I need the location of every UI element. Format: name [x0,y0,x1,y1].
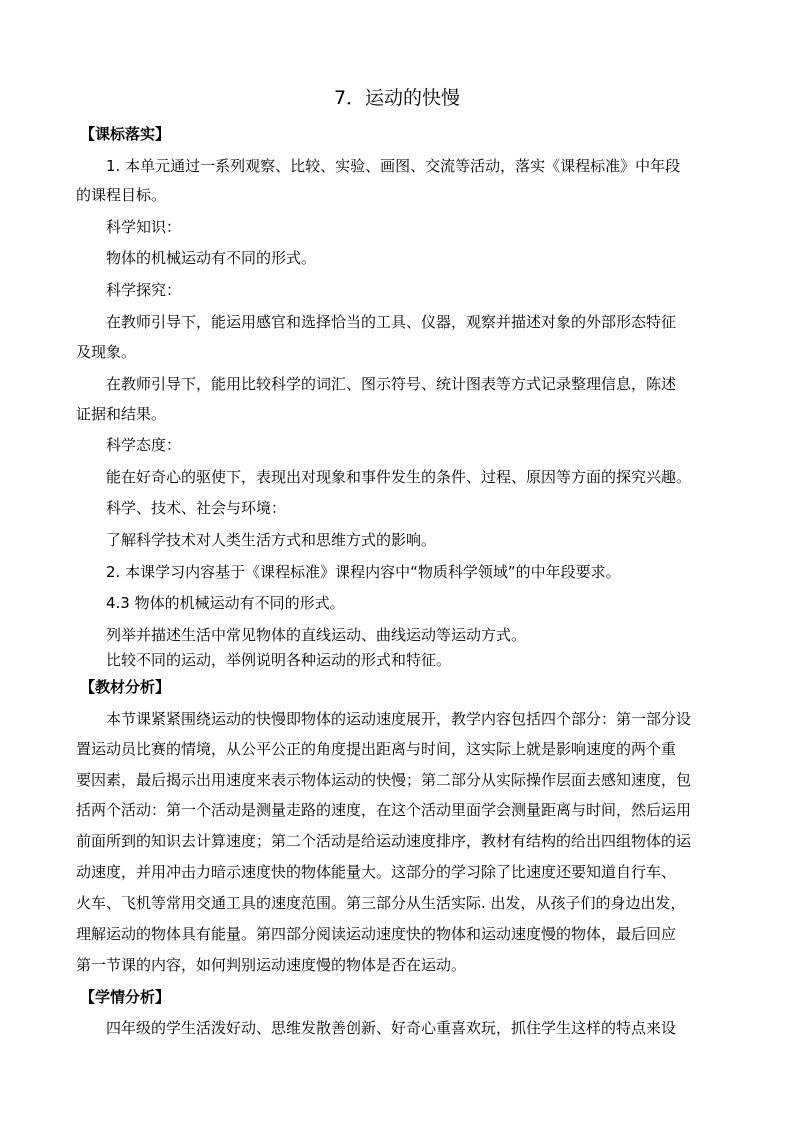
paragraph-line: 在教师引导下，能用比较科学的词汇、图示符号、统计图表等方式记录整理信息，陈述 [106,375,677,393]
paragraph-line: 及现象。 [76,343,137,361]
paragraph-line: 比较不同的运动，举例说明各种运动的形式和特征。 [106,651,452,669]
section-heading-student-analysis: 【学情分析】 [80,988,171,1006]
paragraph-line: 科学态度： [106,436,182,454]
paragraph-line: 能在好奇心的驱使下，表现出对现象和事件发生的条件、过程、原因等方面的探究兴趣。 [106,468,692,486]
paragraph-line: 第一节课的内容，如何判别运动速度慢的物体是否在运动。 [76,956,467,974]
paragraph-line: 4.3 物体的机械运动有不同的形式。 [106,594,345,612]
section-heading-textbook-analysis: 【教材分析】 [80,678,171,696]
paragraph-line: 四年级的学生活泼好动、思维发散善创新、好奇心重喜欢玩，抓住学生这样的特点来设 [106,1019,677,1037]
paragraph-line: 1. 本单元通过一系列观察、比较、实验、画图、交流等活动，落实《课程标准》中年段 [106,157,681,175]
paragraph-line: 前面所到的知识去计算速度；第二个活动是给运动速度排序，教材有结构的给出四组物体的运 [76,832,692,850]
paragraph-line: 置运动员比赛的情境，从公平公正的角度提出距离与时间，这实际上就是影响速度的两个重 [76,740,677,758]
paragraph-line: 列举并描述生活中常见物体的直线运动、曲线运动等运动方式。 [106,626,527,644]
paragraph-line: 火车、飞机等常用交通工具的速度范围。第三部分从生活实际. 出发，从孩子们的身边出发， [76,894,686,912]
paragraph-line: 科学探究： [106,281,182,299]
paragraph-line: 科学知识： [106,218,182,236]
paragraph-line: 了解科学技术对人类生活方式和思维方式的影响。 [106,531,437,549]
paragraph-line: 证据和结果。 [76,405,167,423]
paragraph-line: 括两个活动：第一个活动是测量走路的速度，在这个活动里面学会测量距离与时间，然后运用 [76,801,692,819]
page-title: 7．运动的快慢 [333,87,461,109]
paragraph-line: 本节课紧紧围绕运动的快慢即物体的运动速度展开，教学内容包括四个部分：第一部分设 [106,710,692,728]
paragraph-line: 科学、技术、社会与环境： [106,499,287,517]
paragraph-line: 的课程目标。 [76,186,167,204]
paragraph-line: 在教师引导下，能运用感官和选择恰当的工具、仪器，观察并描述对象的外部形态特征 [106,313,677,331]
paragraph-line: 理解运动的物体具有能量。第四部分阅读运动速度快的物体和运动速度慢的物体，最后回应 [76,925,677,943]
paragraph-line: 动速度，并用冲击力暗示速度快的物体能量大。这部分的学习除了比速度还要知道自行车、 [76,863,677,881]
paragraph-line: 要因素，最后揭示出用速度来表示物体运动的快慢；第二部分从实际操作层面去感知速度，包 [76,771,692,789]
paragraph-line: 物体的机械运动有不同的形式。 [106,249,317,267]
section-heading-curriculum: 【课标落实】 [80,125,171,143]
paragraph-line: 2. 本课学习内容基于《课程标准》课程内容中“物质科学领域”的中年段要求。 [106,563,621,581]
